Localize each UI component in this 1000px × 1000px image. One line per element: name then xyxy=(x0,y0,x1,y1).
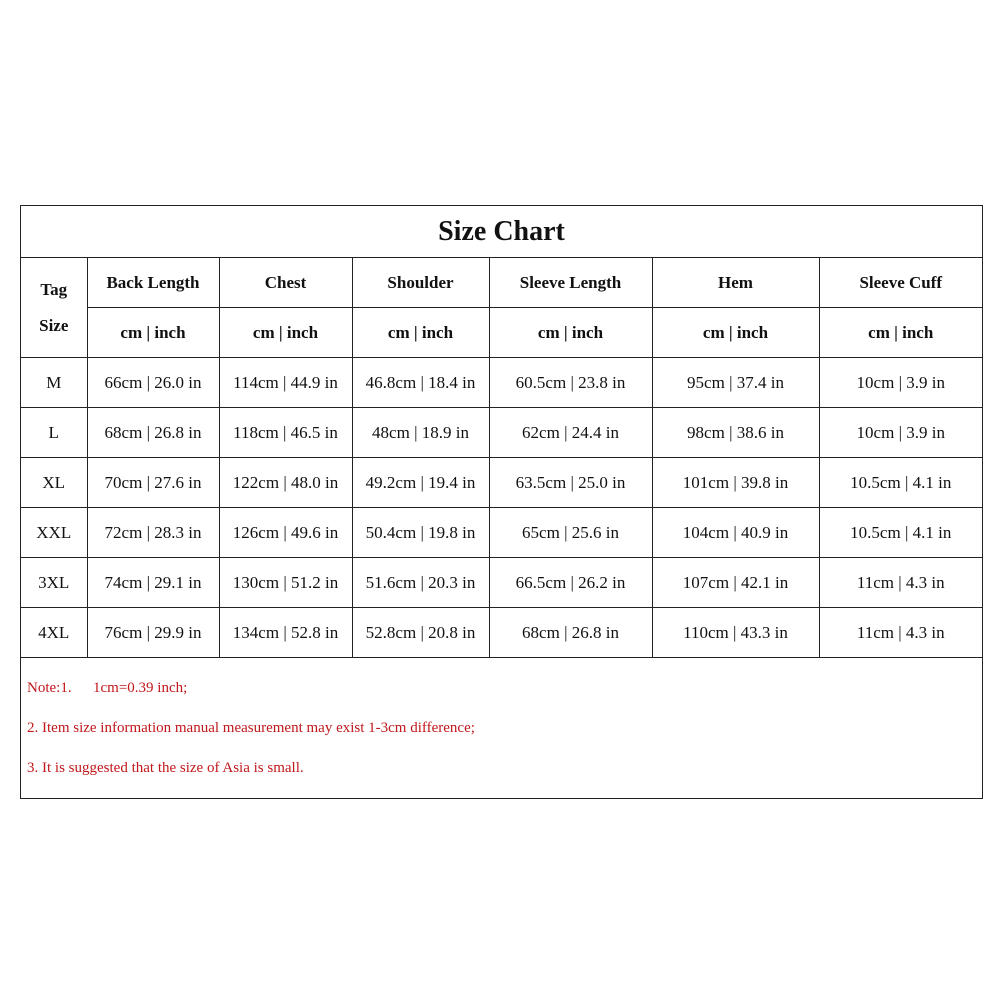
measurement-cell: 101cm | 39.8 in xyxy=(652,458,819,508)
unit-label: cm | inch xyxy=(489,308,652,358)
notes xyxy=(21,658,982,788)
size-cell: 3XL xyxy=(21,558,87,608)
note-1-prefix: Note:1. xyxy=(27,680,72,696)
measurement-cell: 48cm | 18.9 in xyxy=(352,408,489,458)
unit-label: cm | inch xyxy=(87,308,219,358)
measurement-cell: 49.2cm | 19.4 in xyxy=(352,458,489,508)
table-row xyxy=(21,458,982,508)
note-1 xyxy=(27,668,982,708)
measurement-cell: 118cm | 46.5 in xyxy=(219,408,352,458)
measurement-cell: 51.6cm | 20.3 in xyxy=(352,558,489,608)
table-row xyxy=(21,408,982,458)
unit-label: cm | inch xyxy=(652,308,819,358)
measurement-cell: 70cm | 27.6 in xyxy=(87,458,219,508)
note-2: 2. Item size information manual measurement may exist 1-3cm difference; xyxy=(27,720,475,736)
measurement-cell: 110cm | 43.3 in xyxy=(652,608,819,658)
measurement-cell: 66cm | 26.0 in xyxy=(87,358,219,408)
tag-size-header xyxy=(21,258,87,358)
measurement-cell: 114cm | 44.9 in xyxy=(219,358,352,408)
measurement-cell: 122cm | 48.0 in xyxy=(219,458,352,508)
size-table xyxy=(21,258,982,658)
size-cell: XL xyxy=(21,458,87,508)
size-cell: M xyxy=(21,358,87,408)
measurement-cell: 76cm | 29.9 in xyxy=(87,608,219,658)
measurement-cell: 10cm | 3.9 in xyxy=(819,408,982,458)
table-row xyxy=(21,608,982,658)
measurement-cell: 74cm | 29.1 in xyxy=(87,558,219,608)
measurement-cell: 66.5cm | 26.2 in xyxy=(489,558,652,608)
measurement-cell: 60.5cm | 23.8 in xyxy=(489,358,652,408)
measurement-cell: 72cm | 28.3 in xyxy=(87,508,219,558)
measurement-cell: 10.5cm | 4.1 in xyxy=(819,458,982,508)
size-cell: L xyxy=(21,408,87,458)
column-header: Chest xyxy=(219,258,352,308)
measurement-cell: 10cm | 3.9 in xyxy=(819,358,982,408)
measurement-cell: 10.5cm | 4.1 in xyxy=(819,508,982,558)
measurement-cell: 50.4cm | 19.8 in xyxy=(352,508,489,558)
table-row xyxy=(21,558,982,608)
title-row xyxy=(21,206,982,258)
measurement-cell: 130cm | 51.2 in xyxy=(219,558,352,608)
measurement-cell: 134cm | 52.8 in xyxy=(219,608,352,658)
size-cell: XXL xyxy=(21,508,87,558)
measurement-cell: 62cm | 24.4 in xyxy=(489,408,652,458)
measurement-cell: 65cm | 25.6 in xyxy=(489,508,652,558)
measurement-cell: 107cm | 42.1 in xyxy=(652,558,819,608)
measurement-cell: 98cm | 38.6 in xyxy=(652,408,819,458)
header-row xyxy=(21,258,982,308)
column-header: Hem xyxy=(652,258,819,308)
size-label: Size xyxy=(39,315,69,335)
note-1-text: 1cm=0.39 inch; xyxy=(93,680,188,696)
column-header: Sleeve Length xyxy=(489,258,652,308)
unit-label: cm | inch xyxy=(219,308,352,358)
measurement-cell: 46.8cm | 18.4 in xyxy=(352,358,489,408)
measurement-cell: 63.5cm | 25.0 in xyxy=(489,458,652,508)
measurement-cell: 52.8cm | 20.8 in xyxy=(352,608,489,658)
page-title: Size Chart xyxy=(438,215,565,247)
column-header: Shoulder xyxy=(352,258,489,308)
measurement-cell: 126cm | 49.6 in xyxy=(219,508,352,558)
measurement-cell: 104cm | 40.9 in xyxy=(652,508,819,558)
unit-row xyxy=(21,308,982,358)
unit-label: cm | inch xyxy=(352,308,489,358)
size-cell: 4XL xyxy=(21,608,87,658)
measurement-cell: 68cm | 26.8 in xyxy=(489,608,652,658)
measurement-cell: 68cm | 26.8 in xyxy=(87,408,219,458)
measurement-cell: 11cm | 4.3 in xyxy=(819,608,982,658)
size-chart xyxy=(20,205,983,799)
table-row xyxy=(21,508,982,558)
measurement-cell: 11cm | 4.3 in xyxy=(819,558,982,608)
column-header: Sleeve Cuff xyxy=(819,258,982,308)
measurement-cell: 95cm | 37.4 in xyxy=(652,358,819,408)
table-row xyxy=(21,358,982,408)
note-3: 3. It is suggested that the size of Asia is small. xyxy=(27,760,304,776)
unit-label: cm | inch xyxy=(819,308,982,358)
tag-label: Tag xyxy=(40,279,68,299)
column-header: Back Length xyxy=(87,258,219,308)
